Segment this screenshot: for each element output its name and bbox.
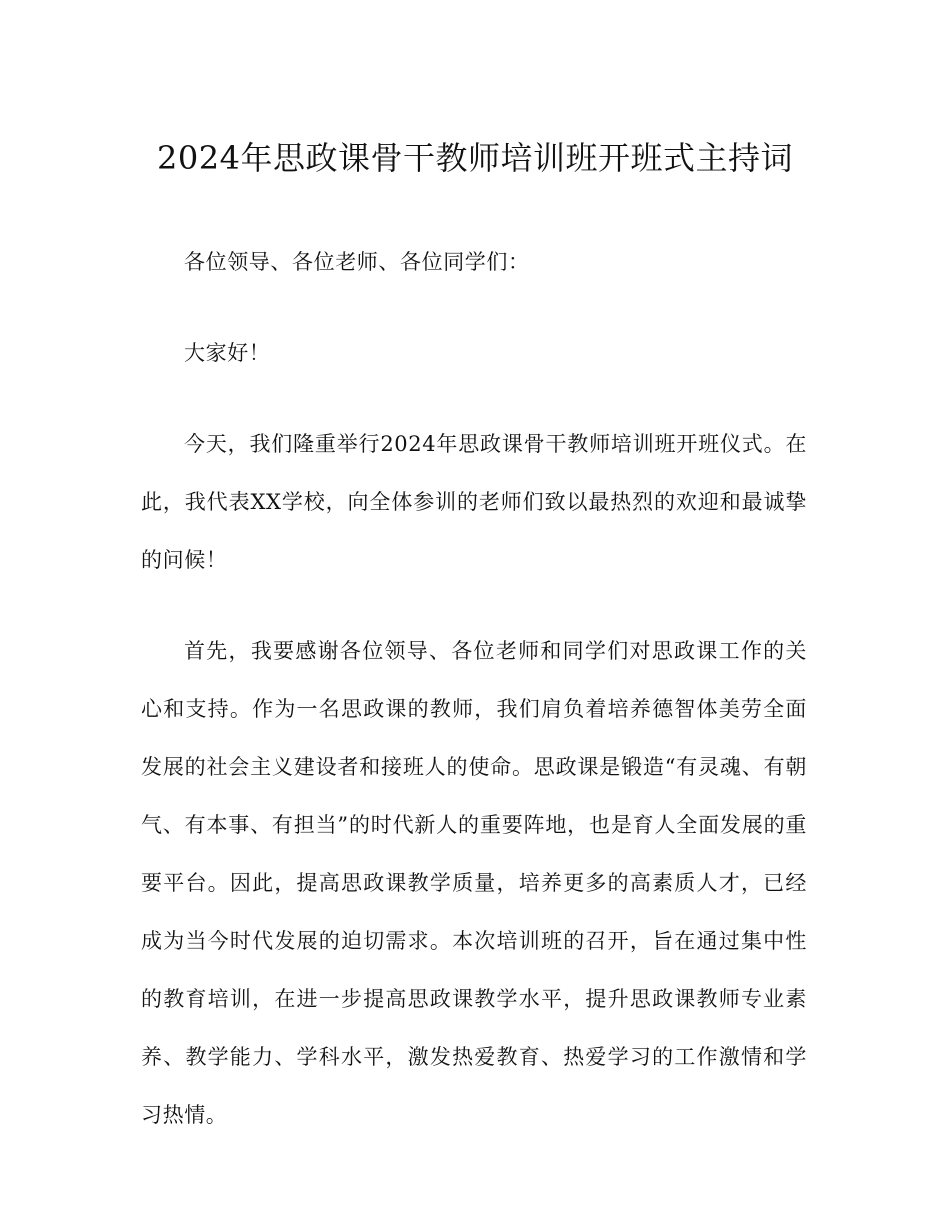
- opening-paragraph: 今天，我们隆重举行2024年思政课骨干教师培训班开班仪式。在此，我代表XX学校，向全体参训的老师们致以最热烈的欢迎和最诚挚的问候！: [141, 432, 807, 572]
- document-body: [141, 233, 807, 1177]
- salutation-paragraph: 各位领导、各位老师、各位同学们：: [184, 250, 530, 274]
- document-title: 2024年思政课骨干教师培训班开班式主持词: [157, 139, 793, 177]
- thanks-paragraph: 首先，我要感谢各位领导、各位老师和同学们对思政课工作的关心和支持。作为一名思政课的教师，我们肩负着培养德智体美劳全面发展的社会主义建设者和接班人的使命。思政课是锻造“有灵魂、有朝气、有本事、有担当”的时代新人的重要阵地，也是育人全面发展的重要平台。因此，提高思政课教学质量，培养更多的高素质人才，已经成为当今时代发展的迫切需求。本次培训班的召开，旨在通过集中性的教育培训，在进一步提高思政课教学水平，提升思政课教师专业素养、教学能力、学科水平，激发热爱教育、热爱学习的工作激情和学习热情。: [141, 639, 807, 1127]
- greeting-paragraph: 大家好！: [184, 341, 271, 365]
